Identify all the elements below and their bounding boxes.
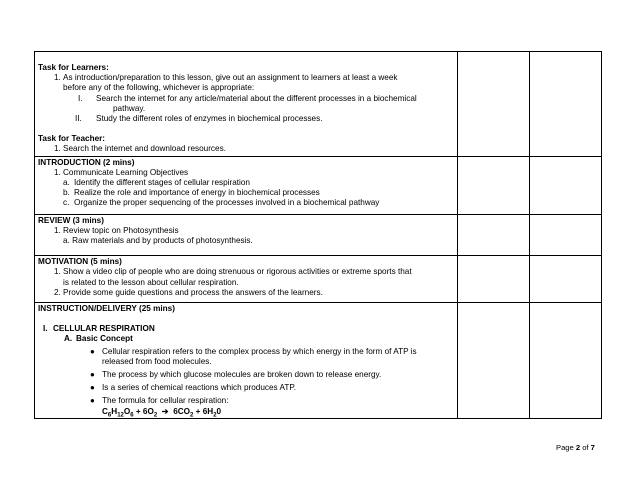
task-learners-heading: Task for Learners: [38, 63, 109, 72]
respiration-formula: $C_6H_{12}O_6 + 6O_2$ ➔ $6CO_2 + 6H_20$ [102, 406, 222, 419]
instruction-cell [35, 303, 458, 419]
page-number: Page 2 of 7 [556, 443, 595, 452]
task-learners-item-1-cont: before any of the following, whichever is appropriate: [63, 83, 255, 93]
bullet-3: ● Is a series of chemical reactions which produces ATP. [90, 383, 297, 393]
bullet-dot-icon: ● [90, 396, 95, 406]
motivation-cell-2 [458, 256, 530, 303]
task-learners-sub-1: I. Search the internet for any article/material about the different processes in a biochemical [78, 93, 417, 103]
review-sub-a: a. Raw materials and by products of photosynthesis. [63, 236, 253, 246]
bullet-1: ● Cellular respiration refers to the complex process by which energy in the form of ATP is released from food molecules. [90, 346, 417, 366]
introduction-item-1: 1. Communicate Learning Objectives [54, 167, 189, 177]
arrow-right-icon: ➔ [161, 406, 169, 416]
introduction-cell-3 [530, 156, 602, 214]
review-heading: REVIEW (3 mins) [38, 215, 104, 225]
introduction-row [35, 156, 602, 214]
tasks-row [35, 52, 602, 157]
motivation-cell [35, 256, 458, 303]
instruction-row [35, 303, 602, 419]
task-learners-sub-1-cont: pathway. [113, 103, 146, 113]
bullet-dot-icon: ● [90, 370, 95, 380]
motivation-cell-3 [530, 256, 602, 303]
bullet-dot-icon: ● [90, 383, 95, 393]
introduction-cell [35, 156, 458, 214]
motivation-row [35, 256, 602, 303]
motivation-item-1-cont: is related to the lesson about cellular respiration. [63, 277, 239, 287]
motivation-item-2: 2. Provide some guide questions and process the answers of the learners. [54, 287, 323, 297]
introduction-heading: INTRODUCTION (2 mins) [38, 157, 135, 167]
review-cell-2 [458, 214, 530, 256]
section-cellular-respiration: I. CELLULAR RESPIRATION [43, 324, 155, 334]
tasks-cell [35, 52, 458, 157]
review-cell-3 [530, 214, 602, 256]
bullet-dot-icon: ● [90, 346, 95, 356]
objective-a: a. Identify the different stages of cellular respiration [63, 178, 250, 188]
objective-c: c. Organize the proper sequencing of the processes involved in a biochemical pathway [63, 198, 380, 208]
objective-b: b. Realize the role and importance of energy in biochemical processes [63, 188, 320, 198]
lesson-plan-table [34, 51, 602, 419]
instruction-heading: INSTRUCTION/DELIVERY (25 mins) [38, 304, 175, 314]
bullet-2: ● The process by which glucose molecules are broken down to release energy. [90, 370, 382, 380]
review-item-1: 1. Review topic on Photosynthesis [54, 225, 179, 235]
subsection-basic-concept: A. Basic Concept [64, 334, 133, 344]
review-cell [35, 214, 458, 256]
tasks-cell-3 [530, 52, 602, 157]
motivation-heading: MOTIVATION (5 mins) [38, 257, 122, 267]
tasks-cell-2 [458, 52, 530, 157]
motivation-item-1: 1. Show a video clip of people who are doing strenuous or rigorous activities or extreme sports that [54, 267, 412, 277]
task-learners-item-1: 1. As introduction/preparation to this lesson, give out an assignment to learners at least a week [54, 73, 398, 83]
task-learners-sub-2: II. Study the different roles of enzymes in biochemical processes. [75, 114, 323, 124]
review-row [35, 214, 602, 256]
instruction-cell-2 [458, 303, 530, 419]
task-teacher-item-1: 1. Search the internet and download resources. [54, 144, 226, 154]
instruction-cell-3 [530, 303, 602, 419]
bullet-4: ● The formula for cellular respiration: [90, 396, 229, 406]
introduction-cell-2 [458, 156, 530, 214]
task-teacher-heading: Task for Teacher: [38, 134, 106, 144]
